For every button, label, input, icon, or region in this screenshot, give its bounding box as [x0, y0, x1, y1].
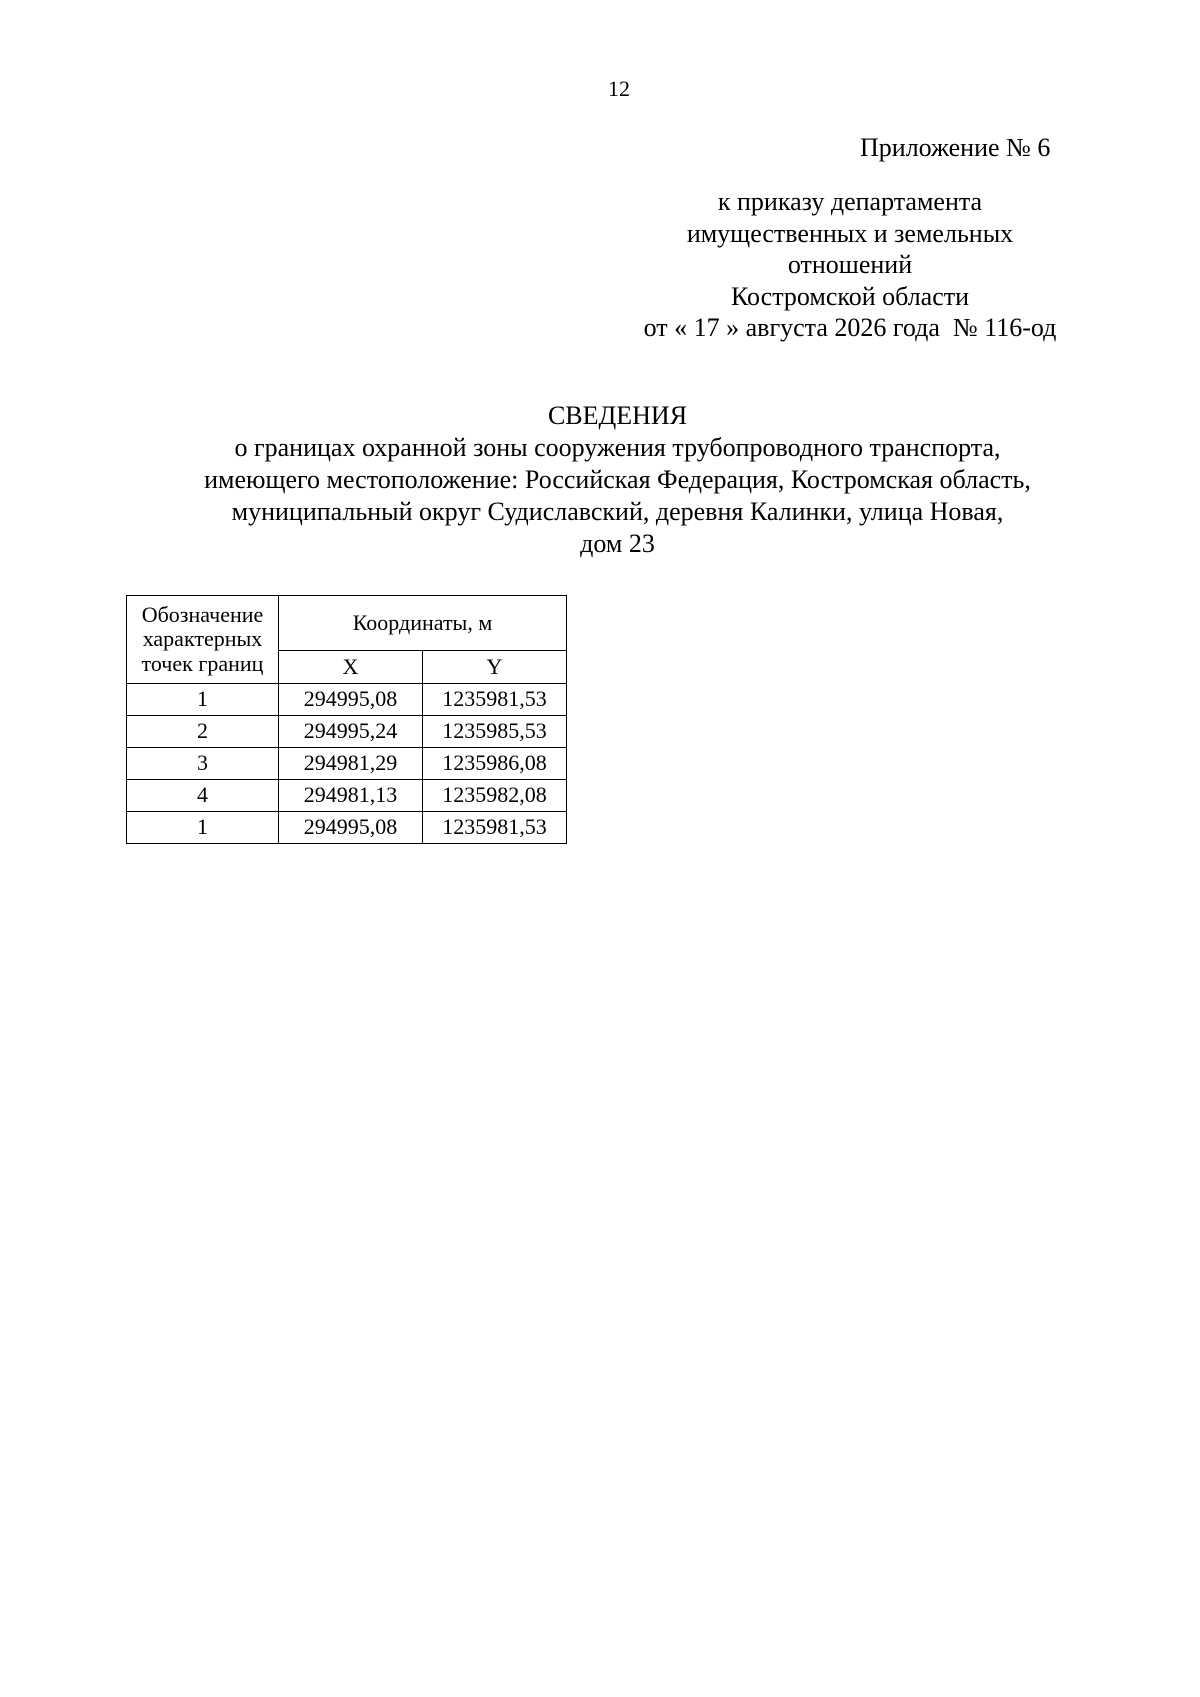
y-cell: 1235985,53 [423, 716, 567, 748]
point-cell: 3 [127, 748, 279, 780]
table-row [127, 684, 567, 716]
table-row [127, 812, 567, 844]
order-date-number: от « 17 » августа 2026 года № 116-од [643, 313, 1057, 342]
point-header-line: точек границ [141, 650, 264, 676]
point-header-line: Обозначение [141, 602, 264, 628]
point-cell: 1 [127, 684, 279, 716]
appendix-title: Приложение № 6 [860, 133, 1051, 162]
heading-line: о границах охранной зоны сооружения трубопроводного транспорта, [234, 433, 1001, 462]
document-heading [100, 400, 1135, 560]
x-cell: 294981,13 [279, 780, 423, 812]
point-cell: 1 [127, 812, 279, 844]
x-cell: 294995,08 [279, 812, 423, 844]
y-cell: 1235981,53 [423, 684, 567, 716]
x-cell: 294995,08 [279, 684, 423, 716]
order-line: отношений [787, 250, 913, 279]
heading-line: муниципальный округ Судиславский, деревня Калинки, улица Новая, [231, 497, 1004, 526]
order-reference [600, 186, 1100, 344]
order-line: Костромской области [730, 281, 970, 311]
table-row [127, 780, 567, 812]
heading-line: дом 23 [580, 529, 655, 558]
point-cell: 2 [127, 716, 279, 748]
order-line: имущественных и земельных [686, 218, 1014, 248]
x-column-header: X [279, 651, 423, 684]
y-cell: 1235986,08 [423, 748, 567, 780]
y-cell: 1235982,08 [423, 780, 567, 812]
x-cell: 294981,29 [279, 748, 423, 780]
coordinates-table [126, 595, 567, 844]
x-cell: 294995,24 [279, 716, 423, 748]
point-header-line: характерных [142, 626, 263, 652]
table-row [127, 716, 567, 748]
order-line: к приказу департамента [717, 187, 983, 216]
coordinates-header: Координаты, м [279, 596, 567, 651]
heading-title: СВЕДЕНИЯ [547, 401, 688, 430]
y-column-header: Y [423, 651, 567, 684]
page-number: 12 [608, 76, 630, 101]
table-row [127, 748, 567, 780]
y-cell: 1235981,53 [423, 812, 567, 844]
point-cell: 4 [127, 780, 279, 812]
point-column-header [127, 596, 279, 684]
heading-line: имеющего местоположение: Российская Федерация, Костромская область, [204, 465, 1031, 494]
